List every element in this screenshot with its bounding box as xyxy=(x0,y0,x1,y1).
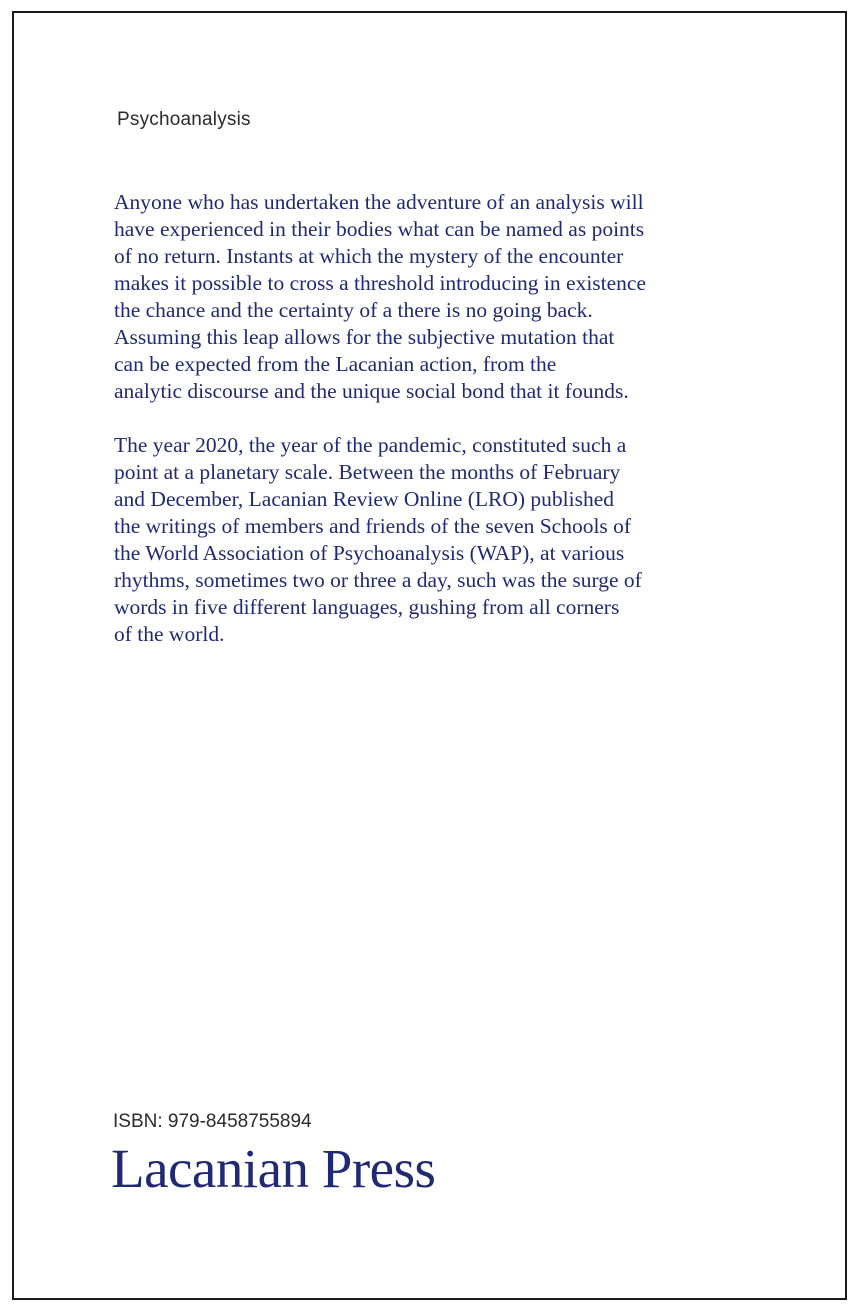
blurb-paragraph-2: The year 2020, the year of the pandemic, constituted such a point at a planetary scale. Between the months of February and December, Lacanian Review Online (LRO) published the writings of members and friends of the seven Schools of the World Association of Psychoanalysis (WAP), at various rhythms, sometimes two or three a day, such was the surge of words in five different languages, gushing from all corners of the world. xyxy=(114,433,642,646)
category-label: Psychoanalysis xyxy=(117,109,251,130)
blurb-paragraph-1: Anyone who has undertaken the adventure of an analysis will have experienced in their bodies what can be named as points of no return. Instants at which the mystery of the encounter makes it possible to cross a threshold introducing in existence the chance and the certainty of a there is no going back. Assuming this leap allows for the subjective mutation that can be expected from the Lacanian action, from the analytic discourse and the unique social bond that it founds. xyxy=(114,190,647,403)
blurb xyxy=(114,189,704,675)
isbn-label: ISBN: 979-8458755894 xyxy=(113,1111,312,1132)
publisher-logo: Lacanian Press xyxy=(111,1138,436,1199)
back-cover xyxy=(12,11,847,1300)
